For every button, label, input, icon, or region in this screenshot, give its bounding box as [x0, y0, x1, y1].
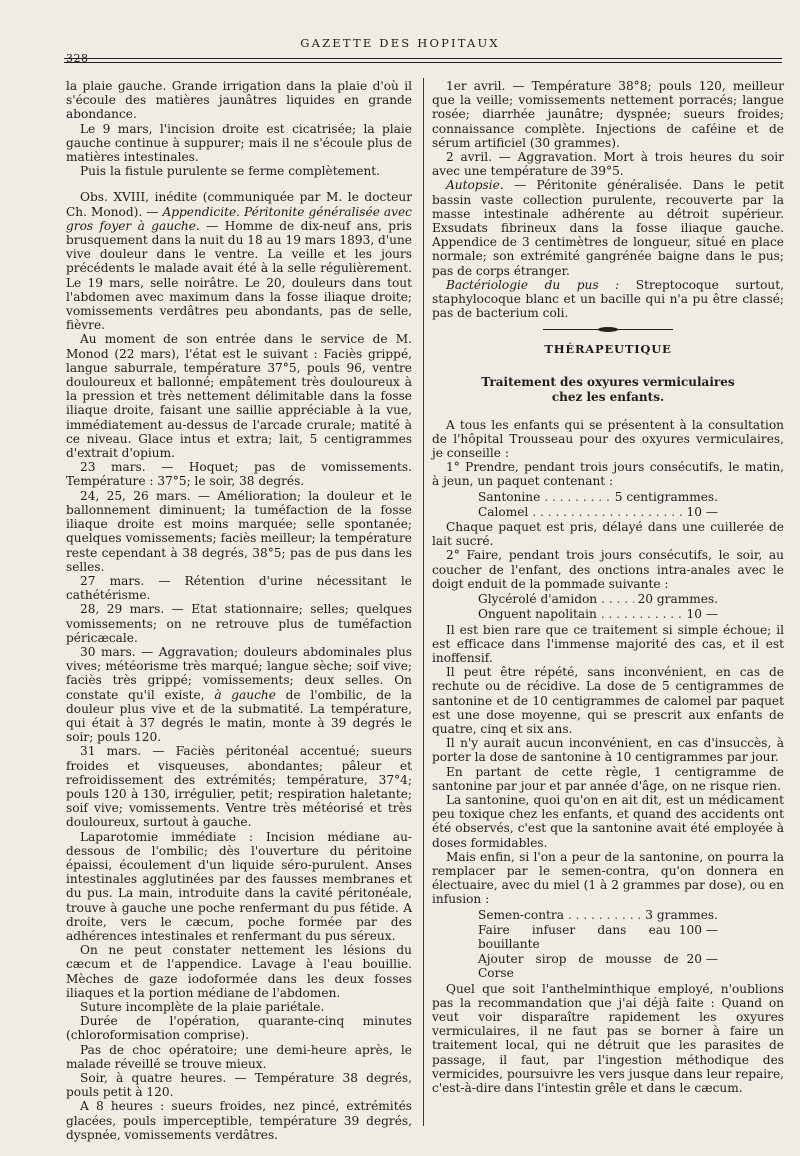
ingredient-quantity: 10 —	[686, 607, 718, 622]
ingredient-quantity: 20 grammes.	[637, 592, 718, 607]
article-title-line: Traitement des oxyures vermiculaires	[481, 374, 735, 389]
prescription-line	[432, 923, 784, 951]
leader-dots	[601, 607, 683, 621]
paragraph: Au moment de son entrée dans le service de M. Monod (22 mars), l'état est le suivant : Faciès grippé, langue saburrale, température 37°5, pouls 96, ventre douloureux et ballonné; empâtement très douloureux à la pression et très nettement délimitable dans la fosse iliaque droite, faisant une saillie appréciable à la vue, immédiatement au-dessus de l'arcade crurale; matité à ce niveau. Glace intus et extra; lait, 5 centigrammes d'extrait d'opium.	[66, 332, 412, 461]
paragraph: Quel que soit l'anthelminthique employé, n'oublions pas la recommandation que j'ai déjà faite : Quand on veut voir disparaître rapidement les oxyures vermiculaires, il ne faut pas se borner à faire un traitement local, qui ne détruit que les parasites de passage, il faut, par l'ingestion méthodique des vermicides, poursuivre les vers jusque dans leur repaire, c'est-à-dire dans l'intestin grêle et dans le cæcum.	[432, 981, 784, 1095]
ingredient-name: Onguent napolitain	[478, 607, 597, 622]
paragraph: Chaque paquet est pris, délayé dans une cuillerée de lait sucré.	[432, 520, 784, 549]
ingredient-name: Santonine	[478, 489, 541, 504]
prescription-line	[432, 908, 784, 922]
autopsy-text: — Péritonite généralisée. Dans le petit bassin vaste collection purulente, recouverte par la masse intestinale adhérente au détroit supérieur. Exsudats fibrineux dans la fosse iliaque gauche. Appendice de 3 centimètres de longueur, situé en place normale; son extrémité gangrénée baigne dans le pus; pas de corps étranger.	[432, 178, 784, 278]
article-title	[432, 375, 784, 405]
paragraph: 28, 29 mars. — Etat stationnaire; selles; quelques vomissements; on ne retrouve plus de tuméfaction péricæcale.	[66, 602, 412, 645]
header-rule	[64, 58, 782, 63]
paragraph: La santonine, quoi qu'on en ait dit, est un médicament peu toxique chez les enfants, et quand des accidents ont été observés, c'est que la santonine avait été employée à doses formidables.	[432, 792, 784, 850]
paragraph: Il n'y aurait aucun inconvénient, en cas d'insuccès, à porter la dose de santonine à 10 centigrammes par jour.	[432, 736, 784, 765]
paragraph: Il peut être répété, sans inconvénient, en cas de rechute ou de récidive. La dose de 5 centigrammes de santonine et de 10 centigrammes de calomel par paquet est une dose moyenne, qui se prescrit aux enfants de quatre, cinq et six ans.	[432, 665, 784, 736]
section-title: THÉRAPEUTIQUE	[544, 342, 672, 357]
paragraph: Suture incomplète de la plaie pariétale.	[80, 1000, 325, 1014]
paragraph: 2° Faire, pendant trois jours consécutifs, le soir, au coucher de l'enfant, des onctions intra-anales avec le doigt enduit de la pommade suivante :	[432, 548, 784, 591]
observation-text: — Homme de dix-neuf ans, pris brusquement dans la nuit du 18 au 19 mars 1893, d'une vive douleur dans le ventre. La veille et les jours précédents le malade avait été à la selle régulièrement. Le 19 mars, selle noirâtre. Le 20, douleurs dans tout l'abdomen avec maximum dans la fosse iliaque droite; vomissements verdâtres peu abondants, pas de selle, fièvre.	[66, 218, 412, 333]
paragraph: On ne peut constater nettement les lésions du cæcum et de l'appendice. Lavage à l'eau bouillie. Mèches de gaze iodoformée dans les deux fosses iliaques et la portion médiane de l'abdomen.	[66, 943, 412, 1000]
leader-dots	[568, 908, 641, 922]
observation-paragraph	[66, 190, 412, 332]
paragraph: 2 avril. — Aggravation. Mort à trois heures du soir avec une température de 39°5.	[432, 150, 784, 179]
prescription-line	[432, 952, 784, 980]
paragraph: 24, 25, 26 mars. — Amélioration; la douleur et le ballonnement diminuent; la tuméfaction de la fosse iliaque droite est moins marquée; selle spontanée; quelques vomissements; faciès meilleur; la température reste cependant à 38 degrés, 38°5; pas de pus dans les selles.	[66, 488, 412, 574]
paragraph: la plaie gauche. Grande irrigation dans la plaie d'où il s'écoule des matières jaunâtres liquides en grande abondance.	[66, 79, 412, 122]
paragraph: Le 9 mars, l'incision droite est cicatrisée; la plaie gauche continue à suppurer; mais il ne s'écoule plus de matières intestinales.	[66, 121, 412, 165]
paragraph: A tous les enfants qui se présentent à la consultation de l'hôpital Trousseau pour des oxyures vermiculaires, je conseille :	[432, 417, 784, 461]
observation-title: Appendicite. Péritonite généralisée avec gros foyer à gauche.	[66, 204, 412, 233]
paragraph: Mais enfin, si l'on a peur de la santonine, on pourra la remplacer par le semen-contra, qu'on donnera en électuaire, avec du miel (1 à 2 grammes par dose), ou en infusion :	[432, 849, 784, 907]
prescription-line	[432, 592, 784, 606]
column-divider	[423, 78, 424, 1126]
paragraph: En partant de cette règle, 1 centigramme de santonine par jour et par année d'âge, on ne risque rien.	[432, 764, 784, 793]
bacteriology-text: Streptocoque surtout, staphylocoque blanc et un bacille qui n'a pu être classé; pas de bacterium coli.	[432, 277, 784, 321]
bacteriology-paragraph	[432, 278, 784, 321]
paragraph: 23 mars. — Hoquet; pas de vomissements. Température : 37°5; le soir, 38 degrés.	[66, 460, 412, 489]
prescription-line	[432, 490, 784, 504]
paragraph: Pas de choc opératoire; une demi-heure après, le malade réveillé se trouve mieux.	[66, 1042, 412, 1071]
text-span: de l'ombilic, de la douleur plus vive et de la submatité. La température, qui était à 37 degrés le matin, monte à 39 degrés le soir; pouls 120.	[66, 687, 413, 745]
paragraph: 31 mars. — Faciès péritonéal accentué; sueurs froides et visqueuses, abondantes; pâleur et refroidissement des extrémités; température, 37°4; pouls 120 à 130, irrégulier, petit; respiration haletante; soif vive; vomissements. Ventre très météorisé et très douloureux, surtout à gauche.	[66, 744, 412, 830]
ingredient-name: Ajouter sirop de mousse de Corse	[478, 952, 679, 981]
left-column	[66, 79, 412, 1142]
leader-dots	[601, 592, 633, 606]
prescription-line	[432, 505, 784, 519]
paragraph: Laparotomie immédiate : Incision médiane au-dessous de l'ombilic; dès l'ouverture du péritoine épaissi, écoulement d'un liquide séro-purulent. Anses intestinales agglutinées par des fausses membranes et du pus. La main, introduite dans la cavité péritonéale, trouve à gauche une poche renfermant du pus fétide. A droite, vers le cæcum, poche formée par des adhérences intestinales et renfermant du pus séreux.	[66, 829, 412, 943]
ingredient-quantity: 100 —	[678, 922, 718, 937]
paragraph: 1° Prendre, pendant trois jours consécutifs, le matin, à jeun, un paquet contenant :	[432, 460, 784, 489]
section-separator	[543, 329, 673, 330]
leader-dots	[532, 505, 682, 519]
page-number: 328	[66, 52, 89, 65]
observation-intro: Obs. XVIII, inédite (communiquée par M. le docteur Ch. Monod). —	[66, 190, 412, 219]
article-title-line: chez les enfants.	[551, 389, 665, 404]
paragraph: 27 mars. — Rétention d'urine nécessitant le cathétérisme.	[66, 573, 412, 603]
prescription-line	[432, 607, 784, 621]
text-span: 30 mars. — Aggravation; douleurs abdominales plus vives; météorisme très marqué; langue sèche; soif vive; faciès très grippé; vomissements; deux selles. On constate qu'il existe,	[66, 644, 412, 702]
journal-title: GAZETTE DES HOPITAUX	[300, 36, 500, 50]
ingredient-quantity: 20 —	[686, 952, 718, 967]
ingredient-name: Faire infuser dans eau bouillante	[478, 922, 671, 951]
paragraph	[66, 645, 412, 744]
ingredient-quantity: 5 centigrammes.	[614, 489, 718, 504]
autopsy-paragraph	[432, 178, 784, 277]
paragraph: Il est bien rare que ce traitement si simple échoue; il est efficace dans l'immense majorité des cas, et il est inoffensif.	[432, 622, 784, 665]
ingredient-name: Calomel	[478, 504, 529, 519]
ingredient-quantity: 3 grammes.	[645, 907, 718, 922]
paragraph: Durée de l'opération, quarante-cinq minutes (chloroformisation comprise).	[66, 1014, 412, 1043]
ingredient-quantity: 10 —	[686, 504, 718, 519]
italic-span: à gauche	[214, 687, 276, 702]
paragraph: A 8 heures : sueurs froides, nez pincé, extrémités glacées, pouls imperceptible, température 39 degrés, dyspnée, vomissements verdâtres.	[66, 1099, 412, 1142]
bacteriology-label: Bactériologie du pus :	[446, 277, 620, 292]
paragraph: 1er avril. — Température 38°8; pouls 120, meilleur que la veille; vomissements nettement porracés; langue rosée; diarrhée jaunâtre; dyspnée; sueurs froides; connaissance complète. Injections de caféine et de sérum artificiel (30 grammes).	[432, 79, 784, 150]
paragraph: Soir, à quatre heures. — Température 38 degrés, pouls petit à 120.	[66, 1071, 412, 1100]
right-column	[432, 79, 784, 1095]
ingredient-name: Semen-contra	[478, 907, 564, 922]
ingredient-name: Glycérolé d'amidon	[478, 592, 598, 607]
leader-dots	[544, 490, 610, 504]
autopsy-label: Autopsie.	[446, 178, 504, 193]
paragraph: Puis la fistule purulente se ferme complètement.	[80, 164, 381, 179]
